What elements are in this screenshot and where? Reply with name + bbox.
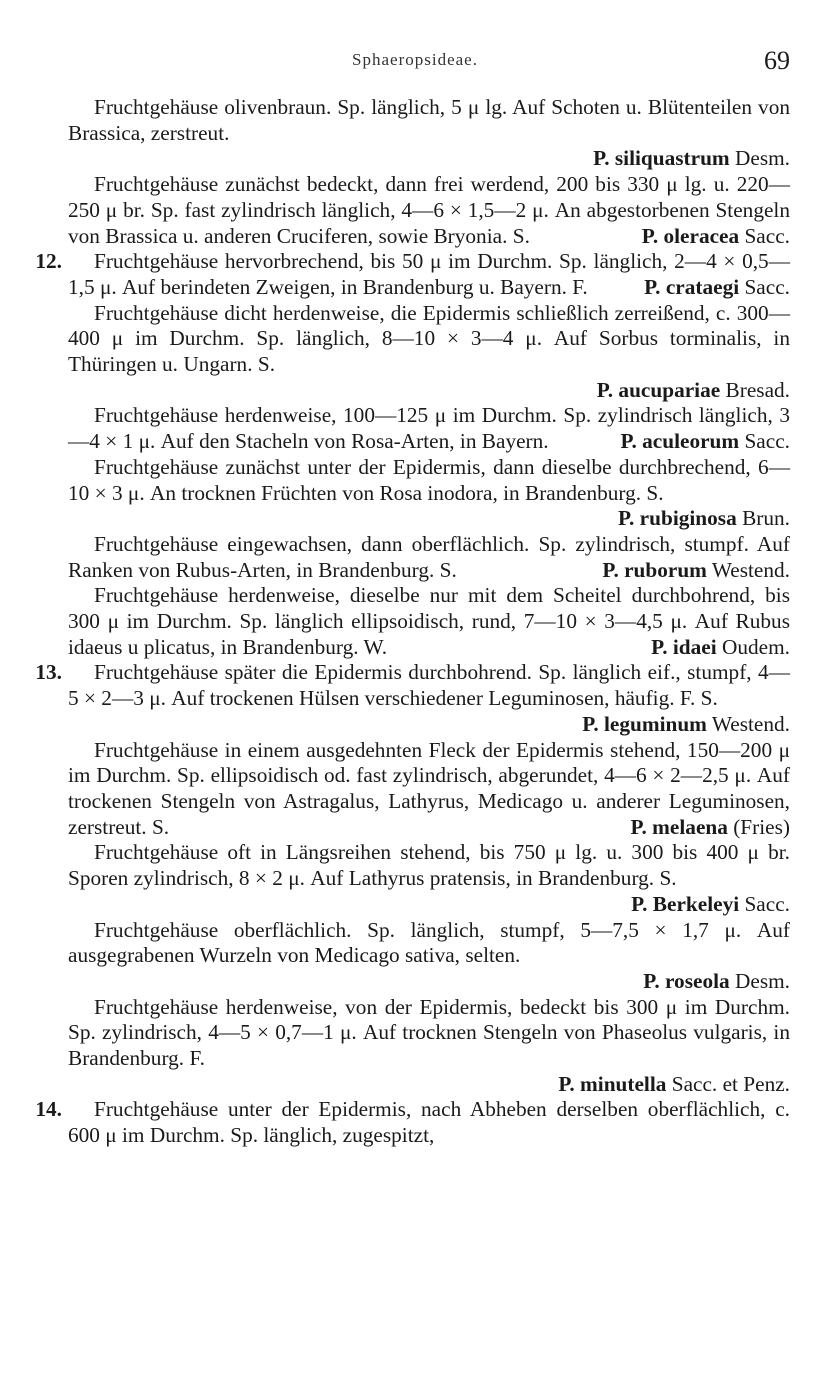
- species-author: Sacc. et Penz.: [666, 1071, 790, 1096]
- species-entry: [68, 995, 790, 1098]
- species-name: [594, 429, 790, 455]
- species-entry: [35, 1097, 790, 1148]
- species-name-line: [68, 146, 790, 172]
- species-binomial: P. aucupariae: [596, 377, 721, 402]
- species-author: Westend.: [706, 711, 790, 736]
- species-binomial: P. Berkeleyi: [631, 891, 740, 916]
- description-text: Fruchtgehäuse eingewachsen, dann oberflächlich. Sp. zylindrisch, stumpf. Auf Ranken von Rubus-Arten, in Brandenburg. S.: [68, 531, 790, 582]
- species-binomial: P. roseola: [643, 968, 730, 993]
- description-text: Fruchtgehäuse unter der Epidermis, nach Abheben derselben oberflächlich, c. 600 μ im Durchm. Sp. länglich, zugespitzt,: [68, 1097, 790, 1148]
- species-binomial: P. idaei: [651, 634, 717, 659]
- species-entry: [68, 455, 790, 532]
- entry-description: [68, 738, 790, 841]
- species-entry: [68, 95, 790, 172]
- species-entry: [68, 583, 790, 660]
- entry-description: [68, 660, 790, 737]
- species-name: [556, 712, 790, 738]
- entry-description: [68, 403, 790, 454]
- entry-description: [68, 532, 790, 583]
- entry-description: [68, 583, 790, 660]
- page-number: 69: [764, 46, 790, 75]
- document-body: [35, 95, 790, 1149]
- species-name: [618, 275, 790, 301]
- species-name: [593, 146, 790, 170]
- species-entry: [68, 840, 790, 917]
- description-text: Fruchtgehäuse herdenweise, von der Epidermis, bedeckt bis 300 μ im Durchm. Sp. zylindrisch, 4—5 × 0,7—1 μ. Auf trocknen Stengeln von Phaseolus vulgaris, in Brandenburg. F.: [68, 994, 790, 1071]
- description-text: Fruchtgehäuse herdenweise, 100—125 μ im Durchm. Sp. zylindrisch länglich, 3—4 × 1 μ. Auf den Stacheln von Rosa-Arten, in Bayern.: [68, 403, 790, 454]
- key-number: 12.: [35, 249, 62, 274]
- species-author: Sacc.: [739, 274, 790, 299]
- species-name: [576, 558, 790, 584]
- species-author: Brun.: [736, 506, 790, 531]
- species-binomial: P. ruborum: [602, 557, 707, 582]
- species-author: Sacc.: [739, 429, 790, 454]
- species-name: [643, 969, 790, 993]
- species-entry: [68, 403, 790, 454]
- species-name-line: [68, 378, 790, 404]
- species-author: Oudem.: [716, 634, 790, 659]
- species-author: Desm.: [729, 968, 790, 993]
- species-entry: [35, 249, 790, 300]
- entry-description: [68, 172, 790, 249]
- species-author: Desm.: [729, 146, 790, 171]
- species-binomial: P. minutella: [558, 1071, 667, 1096]
- entry-description: [68, 249, 790, 300]
- species-binomial: P. leguminum: [582, 711, 707, 736]
- species-binomial: P. rubiginosa: [617, 506, 737, 531]
- description-text: Fruchtgehäuse später die Epidermis durchbohrend. Sp. länglich eif., stumpf, 4—5 × 2—3 μ. Auf trockenen Hülsen verschiedener Leguminosen, häufig. F. S.: [68, 660, 790, 711]
- species-name-line: [68, 1072, 790, 1098]
- entry-description: [68, 840, 790, 917]
- species-entry: [68, 918, 790, 995]
- species-entry: [68, 532, 790, 583]
- species-binomial: P. aculeorum: [620, 429, 740, 454]
- species-binomial: P. melaena: [630, 814, 728, 839]
- description-text: Fruchtgehäuse dicht herdenweise, die Epidermis schließlich zerreißend, c. 300—400 μ im Durchm. Sp. länglich, 8—10 × 3—4 μ. Auf Sorbus torminalis, in Thüringen u. Ungarn. S.: [68, 300, 790, 377]
- description-text: Fruchtgehäuse in einem ausgedehnten Fleck der Epidermis stehend, 150—200 μ im Durchm. Sp. ellipsoidisch od. fast zylindrisch, abgerundet, 4—6 × 2—2,5 μ. Auf trockenen Stengeln von Astragalus, Lathyrus, Medicago u. anderer Leguminosen, zerstreut. S.: [68, 737, 790, 839]
- species-name: [597, 378, 790, 402]
- species-entry: [68, 172, 790, 249]
- species-entry: [68, 301, 790, 404]
- description-text: Fruchtgehäuse oberflächlich. Sp. länglich, stumpf, 5—7,5 × 1,7 μ. Auf ausgegrabenen Wurzeln von Medicago sativa, selten.: [68, 917, 790, 968]
- description-text: Fruchtgehäuse zunächst bedeckt, dann frei werdend, 200 bis 330 μ lg. u. 220—250 μ br. Sp. fast zylindrisch länglich, 4—6 × 1,5—2 μ. An abgestorbenen Stengeln von Brassica u. anderen Cruciferen, sowie Bryonia. S.: [68, 172, 790, 248]
- description-text: Fruchtgehäuse hervorbrechend, bis 50 μ im Durchm. Sp. länglich, 2—4 × 0,5—1,5 μ. Auf berindeten Zweigen, in Brandenburg u. Bayern. F.: [68, 249, 790, 299]
- species-name-line: [68, 969, 790, 995]
- species-binomial: P. crataegi: [644, 274, 740, 299]
- species-entry: [68, 738, 790, 841]
- species-author: (Fries): [727, 814, 790, 839]
- entry-description: [68, 301, 790, 378]
- key-number: 13.: [35, 660, 62, 685]
- species-name: [592, 506, 790, 532]
- entry-description: [68, 95, 790, 146]
- species-entry: [35, 660, 790, 737]
- entry-description: [68, 918, 790, 969]
- species-name: [616, 224, 790, 250]
- species-name: [558, 1072, 790, 1096]
- species-binomial: P. siliquastrum: [593, 146, 730, 171]
- entry-description: [68, 1097, 790, 1148]
- page-header: [0, 46, 830, 86]
- species-author: Sacc.: [739, 223, 790, 248]
- entry-description: [68, 455, 790, 532]
- key-number: 14.: [35, 1097, 62, 1122]
- description-text: Fruchtgehäuse oft in Längsreihen stehend, bis 750 μ lg. u. 300 bis 400 μ br. Sporen zylindrisch, 8 × 2 μ. Auf Lathyrus pratensis, in Brandenburg. S.: [68, 840, 790, 891]
- species-binomial: P. oleracea: [641, 223, 740, 248]
- species-name: [604, 815, 790, 841]
- description-text: Fruchtgehäuse olivenbraun. Sp. länglich, 5 μ lg. Auf Schoten u. Blütenteilen von Brassica, zerstreut.: [68, 95, 790, 145]
- running-title: Sphaeropsideae.: [352, 50, 478, 69]
- species-author: Bresad.: [720, 377, 790, 402]
- description-text: Fruchtgehäuse zunächst unter der Epidermis, dann dieselbe durchbrechend, 6—10 × 3 μ. An trocknen Früchten von Rosa inodora, in Brandenburg. S.: [68, 454, 790, 505]
- description-text: Fruchtgehäuse herdenweise, dieselbe nur mit dem Scheitel durchbohrend, bis 300 μ im Durchm. Sp. länglich ellipsoidisch, rund, 7—10 × 3—4,5 μ. Auf Rubus idaeus u plicatus, in Brandenburg. W.: [68, 583, 790, 659]
- species-author: Sacc.: [739, 891, 790, 916]
- species-name: [605, 892, 790, 918]
- entry-description: [68, 995, 790, 1072]
- species-author: Westend.: [706, 557, 790, 582]
- species-name: [625, 635, 790, 661]
